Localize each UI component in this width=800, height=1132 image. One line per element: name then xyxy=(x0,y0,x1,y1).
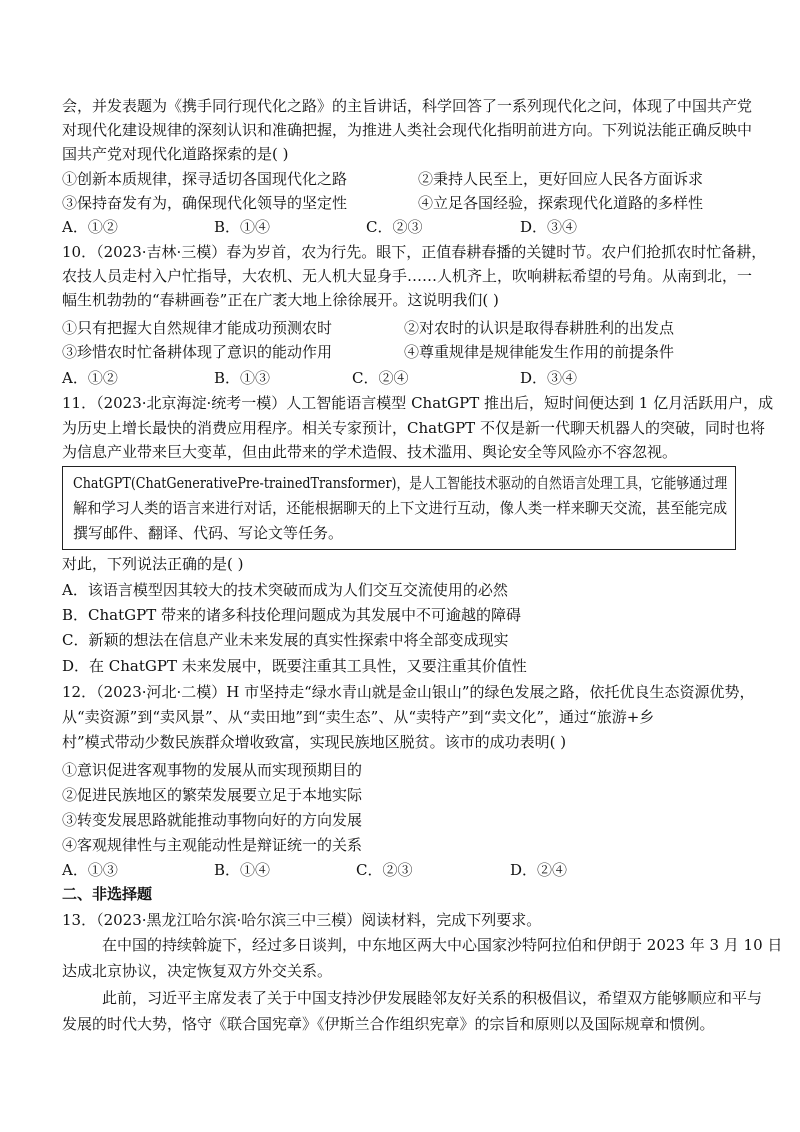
q9-option-3: ③保持奋发有为，确保现代化领导的坚定性 xyxy=(62,194,348,212)
q12-option-4: ④客观规律性与主观能动性是辩证统一的关系 xyxy=(62,836,363,854)
q12-option-2: ②促进民族地区的繁荣发展要立足于本地实际 xyxy=(62,786,363,804)
q10-option-1: ①只有把握大自然规律才能成功预测农时 xyxy=(62,319,333,337)
q10-option-2: ②对农时的认识是取得春耕胜利的出发点 xyxy=(404,319,675,337)
q11-choice-a: A．该语言模型因其较大的技术突破而成为人们交互交流使用的必然 xyxy=(62,581,508,599)
q10-option-4: ④尊重规律是规律能发生作用的前提条件 xyxy=(404,343,675,361)
q9-line-2: 对现代化建设规律的深刻认识和准确把握，为推进人类社会现代化指明前进方向。下列说法能正确反映中 xyxy=(62,121,753,139)
q11-material-box xyxy=(62,466,736,550)
q12-choice-a: A．①③ xyxy=(62,861,118,879)
q12-option-3: ③转变发展思路就能推动事物向好的方向发展 xyxy=(62,811,363,829)
q10-option-3: ③珍惜农时忙备耕体现了意识的能动作用 xyxy=(62,343,333,361)
q9-option-4: ④立足各国经验，探索现代化道路的多样性 xyxy=(418,194,704,212)
q13-para2-line-1: 此前，习近平主席发表了关于中国支持沙伊发展睦邻友好关系的积极倡议，希望双方能够顺应和平与 xyxy=(102,989,763,1007)
q10-line-3: 幅生机勃勃的“春耕画卷”正在广袤大地上徐徐展开。这说明我们( ) xyxy=(62,291,499,309)
q12-choice-d: D．②④ xyxy=(510,861,568,879)
q12-choice-b: B．①④ xyxy=(214,861,271,879)
q11-choice-c: C．新颖的想法在信息产业未来发展的真实性探索中将全部变成现实 xyxy=(62,631,509,649)
q13-para2-line-2: 发展的时代大势，恪守《联合国宪章》《伊斯兰合作组织宪章》的宗旨和原则以及国际规章和惯例。 xyxy=(62,1015,715,1033)
q9-option-1: ①创新本质规律，探寻适切各国现代化之路 xyxy=(62,170,348,188)
q9-choice-d: D．③④ xyxy=(520,218,578,236)
q12-choice-c: C．②③ xyxy=(356,861,413,879)
q11-line-3: 为信息产业带来巨大变革，但由此带来的学术造假、技术滥用、舆论安全等风险亦不容忽视。 xyxy=(62,443,678,461)
q13-line: 13．（2023·黑龙江哈尔滨·哈尔滨三中三模）阅读材料，完成下列要求。 xyxy=(62,911,542,929)
q10-line-1: 10．（2023·吉林·三模）春为岁首，农为行先。眼下，正值春耕春播的关键时节。农户们抢抓农时忙备耕， xyxy=(62,243,767,261)
q9-option-2: ②秉持人民至上，更好回应人民各方面诉求 xyxy=(418,170,704,188)
q11-box-line-1: ChatGPT(ChatGenerativePre-trainedTransformer)，是人工智能技术驱动的自然语言处理工具，它能够通过理 xyxy=(73,474,728,492)
q13-para1-line-1: 在中国的持续斡旋下，经过多日谈判，中东地区两大中心国家沙特阿拉伯和伊朗于 2023 年 3 月 10 日 xyxy=(102,936,783,954)
q10-choice-c: C．②④ xyxy=(352,369,409,387)
q10-choice-a: A．①② xyxy=(62,369,118,387)
q11-line-1: 11．（2023·北京海淀·统考一模）人工智能语言模型 ChatGPT 推出后，短时间便达到 1 亿月活跃用户，成 xyxy=(62,394,774,412)
q11-line-2: 为历史上增长最快的消费应用程序。相关专家预计，ChatGPT 不仅是新一代聊天机器人的突破，同时也将 xyxy=(62,419,765,437)
q10-line-2: 农技人员走村入户忙指导，大农机、无人机大显身手……人机齐上，吹响耕耘希望的号角。从南到北，一 xyxy=(62,267,753,285)
q9-choice-b: B．①④ xyxy=(214,218,271,236)
q10-choice-b: B．①③ xyxy=(214,369,271,387)
q11-choice-d: D．在 ChatGPT 未来发展中，既要注重其工具性，又要注重其价值性 xyxy=(62,657,527,675)
q9-line-3: 国共产党对现代化道路探索的是( ) xyxy=(62,145,289,163)
q9-choice-a: A．①② xyxy=(62,218,118,236)
q11-box-line-2: 解和学习人类的语言来进行对话，还能根据聊天的上下文进行互动，像人类一样来聊天交流，甚至能完成 xyxy=(73,499,728,517)
q11-box-line-3: 撰写邮件、翻译、代码、写论文等任务。 xyxy=(73,524,344,542)
q12-line-3: 村”模式带动少数民族群众增收致富，实现民族地区脱贫。该市的成功表明( ) xyxy=(62,733,567,751)
q12-option-1: ①意识促进客观事物的发展从而实现预期目的 xyxy=(62,761,363,779)
q12-line-1: 12．（2023·河北·二模）H 市坚持走“绿水青山就是金山银山”的绿色发展之路，依托优良生态资源优势， xyxy=(62,683,755,701)
q10-choice-d: D．③④ xyxy=(520,369,578,387)
q9-choice-c: C．②③ xyxy=(366,218,423,236)
q12-line-2: 从“卖资源”到“卖风景”、从“卖田地”到“卖生态”、从“卖特产”到“卖文化”，通过“旅游+乡 xyxy=(62,708,655,726)
q9-line-1: 会，并发表题为《携手同行现代化之路》的主旨讲话，科学回答了一系列现代化之问，体现了中国共产党 xyxy=(62,97,753,115)
q13-para1-line-2: 达成北京协议，决定恢复双方外交关系。 xyxy=(62,962,333,980)
q11-choice-b: B．ChatGPT 带来的诸多科技伦理问题成为其发展中不可逾越的障碍 xyxy=(62,606,521,624)
q11-prompt: 对此，下列说法正确的是( ) xyxy=(62,555,244,573)
section-title: 二、非选择题 xyxy=(62,885,153,903)
